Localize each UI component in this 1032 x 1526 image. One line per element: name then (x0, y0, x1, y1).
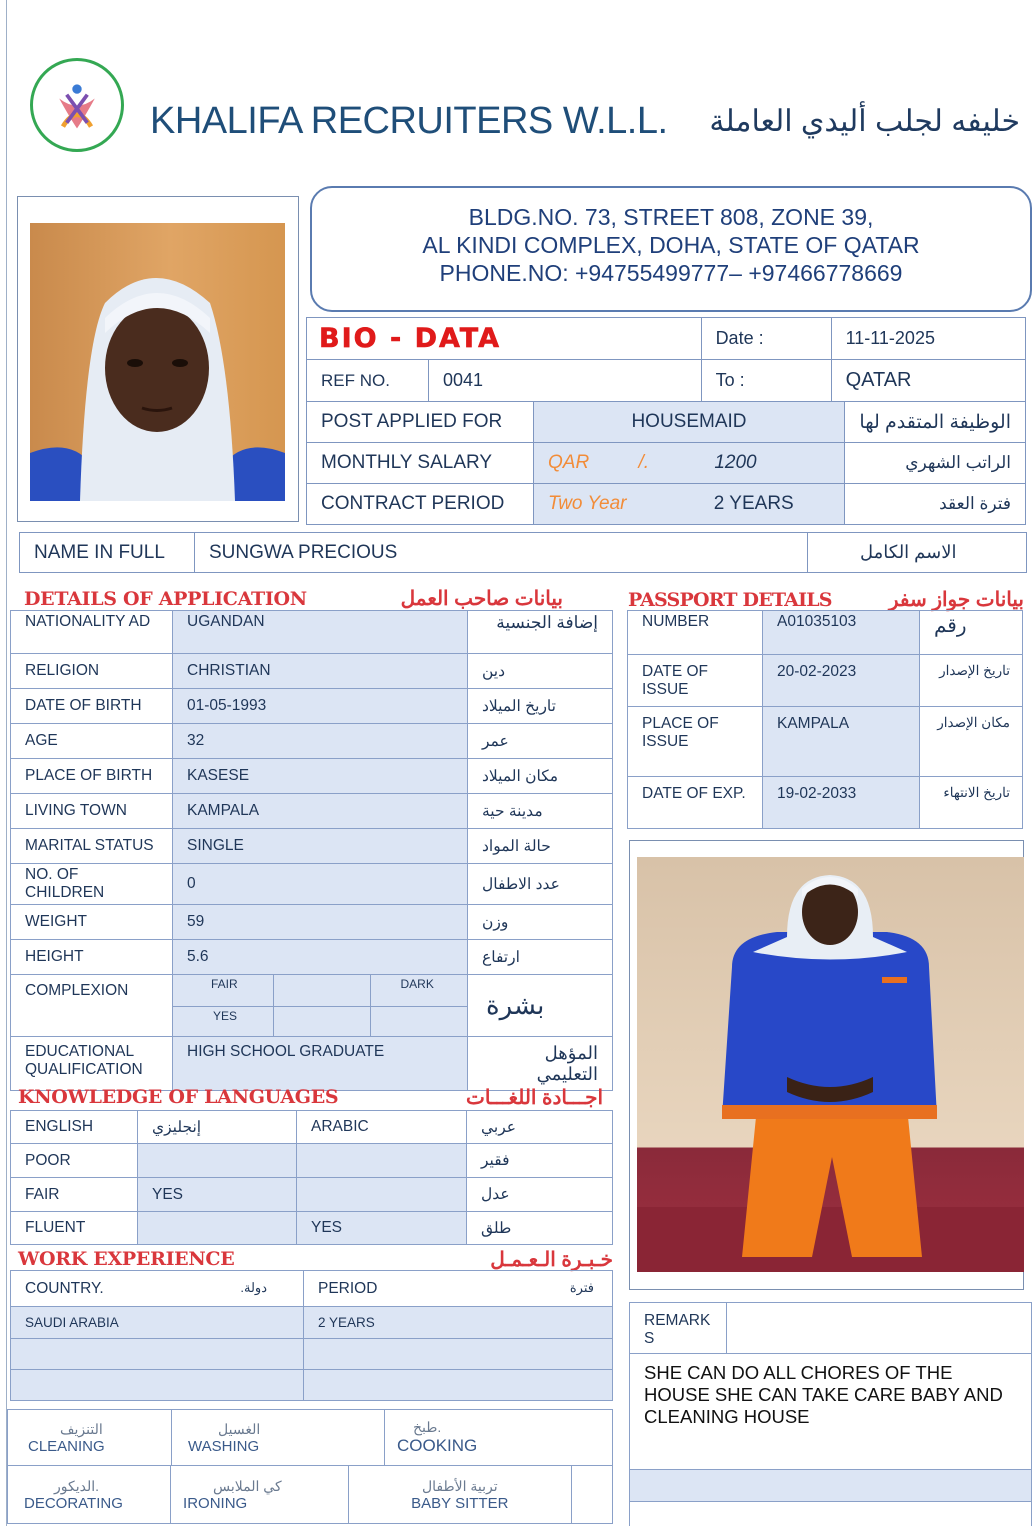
skill-cleaning: CLEANING (28, 1437, 105, 1455)
ref-label: REF NO. (307, 360, 429, 402)
biodata-header-table (306, 317, 1026, 402)
detail-arabic: مدينة حية (468, 794, 613, 829)
detail-label: WEIGHT (11, 905, 173, 940)
education-label: EDUCATIONAL QUALIFICATION (11, 1037, 173, 1091)
company-name: KHALIFA RECRUITERS W.L.L. (150, 100, 668, 142)
post-label: POST APPLIED FOR (307, 402, 534, 443)
passport-arabic: رقم (920, 611, 1023, 655)
passport-heading: PASSPORT DETAILS (628, 589, 832, 611)
arabic-level-mark (297, 1178, 467, 1212)
arabic-header: ARABIC (297, 1111, 467, 1144)
page-border (6, 0, 7, 1526)
details-heading: DETAILS OF APPLICATION (24, 588, 307, 610)
ref-value: 0041 (429, 360, 702, 402)
languages-table (10, 1110, 613, 1245)
detail-arabic: دين (468, 654, 613, 689)
address-line-1: BLDG.NO. 73, STREET 808, ZONE 39, (468, 204, 874, 230)
salary-currency: QAR (548, 452, 590, 473)
detail-label: PLACE OF BIRTH (11, 759, 173, 794)
passport-label: NUMBER (628, 611, 763, 655)
detail-label: RELIGION (11, 654, 173, 689)
detail-value: 0 (173, 864, 468, 905)
contract-value: 2 YEARS (713, 493, 794, 514)
to-label: To : (701, 360, 831, 402)
detail-value: CHRISTIAN (173, 654, 468, 689)
detail-arabic: إضافة الجنسية (468, 611, 613, 654)
biodata-title: BIO - DATA (319, 323, 502, 354)
work-country (11, 1339, 304, 1370)
fullbody-photo (637, 857, 1024, 1272)
complexion-grid (173, 975, 467, 1036)
complexion-mark: YES (173, 1006, 273, 1036)
arabic-level-mark: YES (297, 1212, 467, 1245)
language-level-arabic: فقير (467, 1144, 613, 1178)
passport-arabic: تاريخ الانتهاء (920, 777, 1023, 829)
languages-heading: KNOWLEDGE OF LANGUAGES (18, 1086, 339, 1108)
english-level-mark (138, 1212, 297, 1245)
detail-value: 32 (173, 724, 468, 759)
babysitter-arabic: تربية الأطفال (421, 1477, 498, 1494)
remarks-text: SHE CAN DO ALL CHORES OF THE HOUSE SHE CAN TAKE CARE BABY AND CLEANING HOUSE (630, 1354, 1032, 1470)
complexion-dark: DARK (370, 975, 467, 1006)
detail-arabic: عمر (468, 724, 613, 759)
washing-arabic: الغسيل (218, 1420, 261, 1437)
name-label-arabic: الاسم الكامل (808, 533, 1027, 573)
period-label-arabic: فترة (569, 1279, 594, 1295)
company-logo (30, 58, 124, 152)
languages-heading-arabic: اجـــادة اللغـــات (466, 1087, 603, 1109)
detail-value: SINGLE (173, 829, 468, 864)
english-header-arabic: إنجليزي (138, 1111, 297, 1144)
english-header: ENGLISH (11, 1111, 138, 1144)
skill-washing: WASHING (188, 1437, 260, 1455)
detail-label: HEIGHT (11, 940, 173, 975)
work-heading-arabic: خـبـرة الـعـمـل (490, 1249, 613, 1271)
address-box (310, 186, 1032, 312)
language-level: POOR (11, 1144, 138, 1178)
job-table (306, 401, 1026, 525)
passport-value: KAMPALA (763, 707, 920, 777)
passport-heading-arabic: بيانات جواز سفر (888, 589, 1024, 611)
decorating-arabic: الديكور. (54, 1477, 100, 1494)
passport-value: 19-02-2033 (763, 777, 920, 829)
contract-label: CONTRACT PERIOD (307, 484, 534, 525)
phone-line: PHONE.NO: +94755499777– +97466778669 (439, 260, 903, 286)
work-period (304, 1339, 613, 1370)
skills-table-bottom (7, 1465, 613, 1524)
detail-label: LIVING TOWN (11, 794, 173, 829)
cooking-arabic: طبخ. (413, 1419, 442, 1435)
salary-value: 1200 (714, 452, 757, 473)
complexion-label: COMPLEXION (11, 975, 173, 1037)
salary-separator: /. (638, 452, 650, 473)
work-heading: WORK EXPERIENCE (18, 1248, 235, 1270)
date-value: 11-11-2025 (831, 318, 1025, 360)
passport-arabic: مكان الإصدار (920, 707, 1023, 777)
salary-label-arabic: الراتب الشهري (845, 443, 1026, 484)
skill-cooking: COOKING (397, 1436, 478, 1455)
skill-decorating: DECORATING (24, 1494, 123, 1512)
skills-table-top (7, 1409, 613, 1466)
passport-table (627, 610, 1023, 829)
english-level-mark: YES (138, 1178, 297, 1212)
passport-label: DATE OF EXP. (628, 777, 763, 829)
address-line-2: AL KINDI COMPLEX, DOHA, STATE OF QATAR (422, 232, 920, 258)
work-period (304, 1370, 613, 1401)
details-table (10, 610, 613, 1091)
arabic-level-mark (297, 1144, 467, 1178)
work-table (10, 1270, 613, 1401)
education-value: HIGH SCHOOL GRADUATE (173, 1037, 468, 1091)
language-level: FAIR (11, 1178, 138, 1212)
portrait-photo (30, 223, 285, 501)
details-heading-arabic: بيانات صاحب العمل (400, 588, 563, 610)
name-table (19, 532, 1027, 573)
name-label: NAME IN FULL (20, 533, 195, 573)
language-level: FLUENT (11, 1212, 138, 1245)
complexion-fair: FAIR (173, 975, 273, 1006)
detail-label: NATIONALITY AD (11, 611, 173, 654)
post-value: HOUSEMAID (534, 402, 845, 443)
date-label: Date : (701, 318, 831, 360)
passport-label: PLACE OF ISSUE (628, 707, 763, 777)
detail-label: MARITAL STATUS (11, 829, 173, 864)
country-label: COUNTRY. (25, 1279, 104, 1297)
country-label-arabic: دولة. (240, 1279, 267, 1295)
detail-label: NO. OF CHILDREN (11, 864, 173, 905)
detail-arabic: تاريخ الميلاد (468, 689, 613, 724)
complexion-arabic: بشرة (468, 975, 613, 1037)
language-level-arabic: طلق (467, 1212, 613, 1245)
detail-label: DATE OF BIRTH (11, 689, 173, 724)
skill-ironing: IRONING (183, 1494, 248, 1512)
company-name-arabic: خليفه لجلب أليدي العاملة (709, 105, 1020, 138)
detail-label: AGE (11, 724, 173, 759)
passport-arabic: تاريخ الإصدار (920, 655, 1023, 707)
cleaning-arabic: التنزيف (60, 1420, 103, 1437)
detail-value: KAMPALA (173, 794, 468, 829)
work-country (11, 1370, 304, 1401)
remarks-label: REMARK S (630, 1303, 727, 1354)
arabic-header-arabic: عربي (467, 1111, 613, 1144)
full-name: SUNGWA PRECIOUS (195, 533, 808, 573)
to-value: QATAR (831, 360, 1025, 402)
remarks-table (629, 1302, 1032, 1526)
passport-value: A01035103 (763, 611, 920, 655)
detail-value: 59 (173, 905, 468, 940)
passport-value: 20-02-2023 (763, 655, 920, 707)
detail-value: UGANDAN (173, 611, 468, 654)
salary-label: MONTHLY SALARY (307, 443, 534, 484)
skill-babysitter: BABY SITTER (411, 1494, 509, 1512)
period-label: PERIOD (318, 1279, 378, 1297)
detail-arabic: ارتفاع (468, 940, 613, 975)
detail-value: KASESE (173, 759, 468, 794)
passport-label: DATE OF ISSUE (628, 655, 763, 707)
contract-label-arabic: فترة العقد (845, 484, 1026, 525)
detail-arabic: وزن (468, 905, 613, 940)
ironing-arabic: كي الملابس (213, 1477, 282, 1494)
work-period: 2 YEARS (304, 1307, 613, 1339)
english-level-mark (138, 1144, 297, 1178)
language-level-arabic: عدل (467, 1178, 613, 1212)
contract-hint: Two Year (548, 493, 627, 514)
detail-arabic: عدد الاطفال (468, 864, 613, 905)
detail-value: 01-05-1993 (173, 689, 468, 724)
detail-arabic: مكان الميلاد (468, 759, 613, 794)
detail-value: 5.6 (173, 940, 468, 975)
post-label-arabic: الوظيفة المتقدم لها (845, 402, 1026, 443)
detail-arabic: حالة المواد (468, 829, 613, 864)
work-country: SAUDI ARABIA (11, 1307, 304, 1339)
education-arabic: المؤهل التعليمي (468, 1037, 613, 1091)
